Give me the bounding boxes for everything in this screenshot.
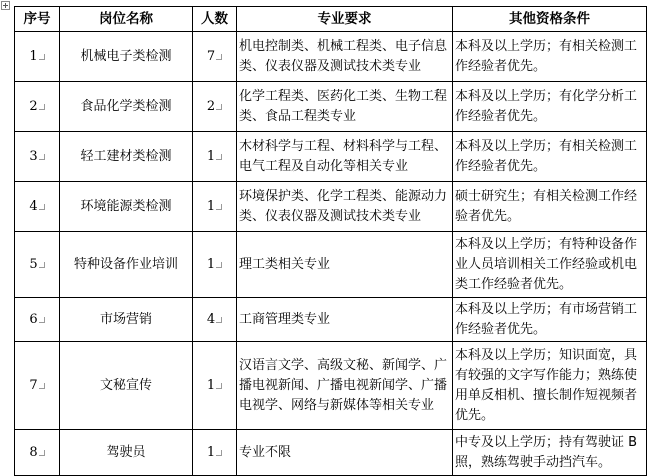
cell-no: 2	[15, 82, 60, 132]
recruitment-positions-table	[14, 6, 647, 476]
cell-end-mark-icon	[216, 262, 222, 268]
table-row	[15, 232, 647, 298]
cell-end-mark-icon	[216, 317, 222, 323]
cell-end-mark-icon	[216, 54, 222, 60]
cell-major-requirement: 理工类相关专业	[237, 232, 453, 298]
table-row	[15, 342, 647, 430]
cell-end-mark-icon	[216, 104, 222, 110]
table-move-handle-icon[interactable]	[1, 1, 10, 10]
cell-no: 8	[15, 430, 60, 476]
cell-other-qualifications: 本科及以上学历；有相关检测工作经验者优先。	[453, 32, 647, 82]
cell-no: 1	[15, 32, 60, 82]
cell-end-mark-icon	[39, 54, 45, 60]
cell-major-requirement: 汉语言文学、高级文秘、新闻学、广播电视新闻、广播电视新闻学、广播电视学、网络与新媒体等相关专业	[237, 342, 453, 430]
header-count: 人数	[193, 7, 237, 32]
cell-position-name: 文秘宣传	[60, 342, 193, 430]
cell-major-requirement: 木材科学与工程、材料科学与工程、电气工程及自动化等相关专业	[237, 132, 453, 182]
cell-other-qualifications: 本科及以上学历；有市场营销工作经验者优先。	[453, 298, 647, 342]
cell-no: 4	[15, 182, 60, 232]
cell-major-requirement: 环境保护类、化学工程类、能源动力类、仪表仪器及测试技术类专业	[237, 182, 453, 232]
cell-major-requirement: 工商管理类专业	[237, 298, 453, 342]
cell-count: 2	[193, 82, 237, 132]
cell-no: 5	[15, 232, 60, 298]
cell-count: 1	[193, 232, 237, 298]
cell-other-qualifications: 本科及以上学历；有特种设备作业人员培训相关工作经验或机电类工作经验者优先。	[453, 232, 647, 298]
cell-no: 7	[15, 342, 60, 430]
cell-other-qualifications: 硕士研究生；有相关检测工作经验者优先。	[453, 182, 647, 232]
cell-end-mark-icon	[216, 154, 222, 160]
cell-major-requirement: 化学工程类、医药化工类、生物工程类、食品工程类专业	[237, 82, 453, 132]
cell-count: 1	[193, 182, 237, 232]
cell-position-name: 食品化学类检测	[60, 82, 193, 132]
table-row	[15, 430, 647, 476]
cell-other-qualifications: 本科及以上学历；有相关检测工作经验者优先。	[453, 132, 647, 182]
cell-other-qualifications: 中专及以上学历；持有驾驶证 B 照，熟练驾驶手动挡汽车。	[453, 430, 647, 476]
table-row	[15, 298, 647, 342]
table-row	[15, 132, 647, 182]
cell-position-name: 市场营销	[60, 298, 193, 342]
header-major-requirement: 专业要求	[237, 7, 453, 32]
table-row	[15, 182, 647, 232]
cell-other-qualifications: 本科及以上学历；有化学分析工作经验者优先。	[453, 82, 647, 132]
cell-end-mark-icon	[39, 450, 45, 456]
cell-position-name: 机械电子类检测	[60, 32, 193, 82]
cell-major-requirement: 机电控制类、机械工程类、电子信息类、仪表仪器及测试技术类专业	[237, 32, 453, 82]
cell-position-name: 驾驶员	[60, 430, 193, 476]
cell-end-mark-icon	[39, 154, 45, 160]
cell-count: 1	[193, 430, 237, 476]
cell-count: 7	[193, 32, 237, 82]
cell-end-mark-icon	[39, 317, 45, 323]
cell-count: 1	[193, 132, 237, 182]
cell-end-mark-icon	[216, 450, 222, 456]
cell-end-mark-icon	[39, 262, 45, 268]
cell-position-name: 特种设备作业培训	[60, 232, 193, 298]
header-other-qualifications: 其他资格条件	[453, 7, 647, 32]
cell-position-name: 轻工建材类检测	[60, 132, 193, 182]
cell-other-qualifications: 本科及以上学历；知识面宽，具有较强的文字写作能力；熟练使用单反相机、擅长制作短视频者优先。	[453, 342, 647, 430]
header-no: 序号	[15, 7, 60, 32]
cell-end-mark-icon	[39, 104, 45, 110]
table-row	[15, 32, 647, 82]
table-header-row	[15, 7, 647, 32]
cell-end-mark-icon	[39, 383, 45, 389]
cell-end-mark-icon	[39, 204, 45, 210]
cell-end-mark-icon	[216, 204, 222, 210]
cell-major-requirement: 专业不限	[237, 430, 453, 476]
table-row	[15, 82, 647, 132]
cell-end-mark-icon	[216, 383, 222, 389]
cell-no: 3	[15, 132, 60, 182]
cell-count: 1	[193, 342, 237, 430]
cell-position-name: 环境能源类检测	[60, 182, 193, 232]
header-position-name: 岗位名称	[60, 7, 193, 32]
cell-no: 6	[15, 298, 60, 342]
cell-count: 4	[193, 298, 237, 342]
